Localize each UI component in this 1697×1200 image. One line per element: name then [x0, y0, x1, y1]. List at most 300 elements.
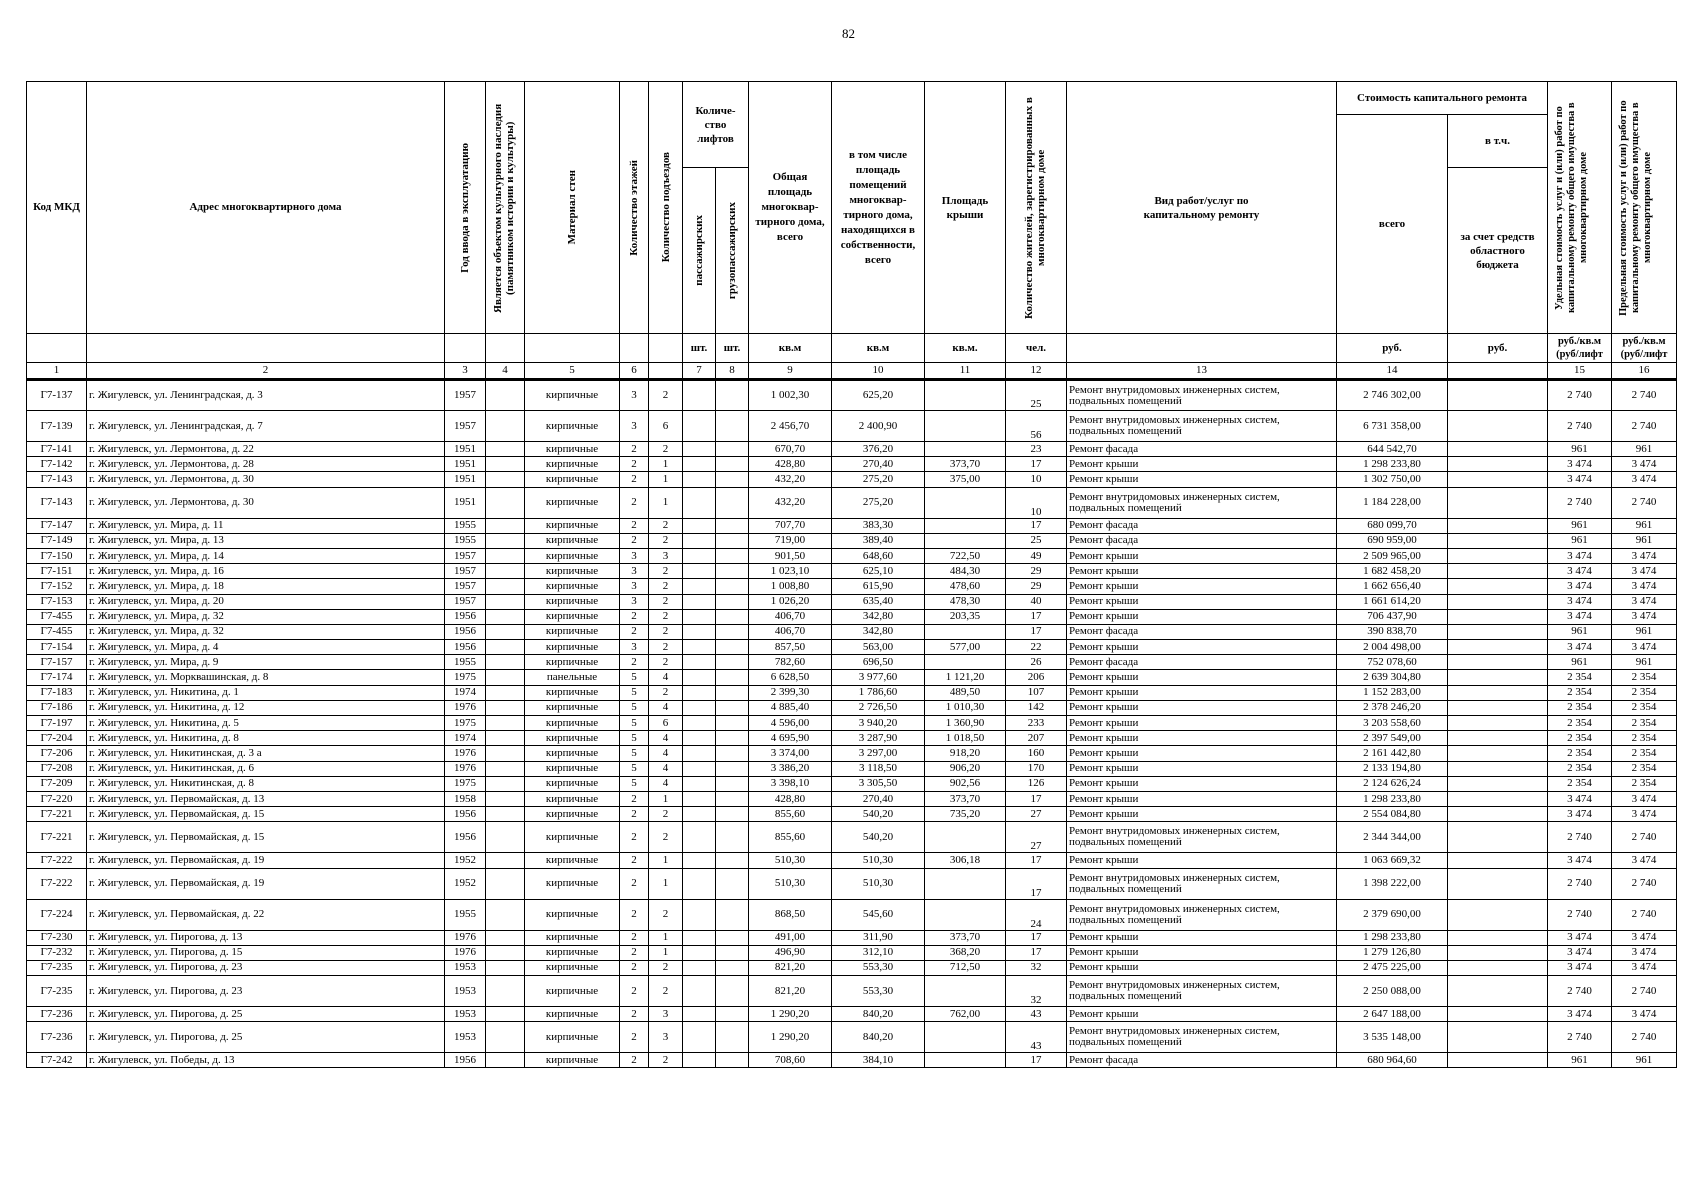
cell-lifts-pass: [683, 716, 716, 731]
table-row: [27, 1022, 1677, 1053]
cell-material: кирпичные: [525, 564, 620, 579]
cell-heritage: [486, 579, 525, 594]
cell-lifts-pass: [683, 853, 716, 868]
cell-residents: 32: [1006, 960, 1067, 975]
column-number: 4: [486, 363, 525, 380]
cell-unit-cost: 961: [1548, 442, 1612, 457]
cell-area-owned: 3 940,20: [832, 716, 925, 731]
cell-floors: 3: [620, 380, 649, 411]
cell-address: г. Жигулевск, ул. Первомайская, д. 13: [87, 791, 445, 806]
cell-lifts-cargo: [716, 442, 749, 457]
cell-code: Г7-222: [27, 868, 87, 899]
cell-area-owned: 553,30: [832, 960, 925, 975]
unit-sqm: кв.м: [832, 334, 925, 363]
cell-heritage: [486, 594, 525, 609]
cell-floors: 5: [620, 670, 649, 685]
cell-lifts-cargo: [716, 609, 749, 624]
cell-floors: 3: [620, 564, 649, 579]
cell-area-owned: 648,60: [832, 548, 925, 563]
cell-entrances: 2: [649, 594, 683, 609]
cell-roof-area: 306,18: [925, 853, 1006, 868]
cell-floors: 5: [620, 685, 649, 700]
cell-material: кирпичные: [525, 731, 620, 746]
cell-work-type: Ремонт внутридомовых инженерных систем, подвальных помещений: [1067, 487, 1337, 518]
unit-rub: руб.: [1448, 334, 1548, 363]
cell-material: кирпичные: [525, 655, 620, 670]
header-floors: Количество этажей: [620, 82, 649, 334]
cell-limit-cost: 3 474: [1612, 853, 1677, 868]
cell-code: Г7-236: [27, 1007, 87, 1022]
cell-cost-regional: [1448, 411, 1548, 442]
cell-cost-regional: [1448, 655, 1548, 670]
table-row: [27, 945, 1677, 960]
cell-limit-cost: 3 474: [1612, 564, 1677, 579]
table-row: [27, 960, 1677, 975]
cell-address: г. Жигулевск, ул. Морквашинская, д. 8: [87, 670, 445, 685]
cell-cost-total: 2 509 965,00: [1337, 548, 1448, 563]
header-cost-incl: в т.ч.: [1448, 115, 1548, 168]
cell-area-owned: 383,30: [832, 518, 925, 533]
unit-rate: руб./кв.м (руб/лифт: [1612, 334, 1677, 363]
cell-residents: 17: [1006, 518, 1067, 533]
cell-residents: 29: [1006, 579, 1067, 594]
column-number: 7: [683, 363, 716, 380]
cell-heritage: [486, 548, 525, 563]
cell-floors: 2: [620, 518, 649, 533]
table-row: [27, 716, 1677, 731]
cell-address: г. Жигулевск, ул. Лермонтова, д. 28: [87, 457, 445, 472]
cell-work-type: Ремонт крыши: [1067, 791, 1337, 806]
cell-material: кирпичные: [525, 1053, 620, 1068]
table-row: [27, 868, 1677, 899]
cell-lifts-pass: [683, 1053, 716, 1068]
cell-cost-total: 1 302 750,00: [1337, 472, 1448, 487]
cell-entrances: 2: [649, 822, 683, 853]
cell-limit-cost: 3 474: [1612, 807, 1677, 822]
cell-work-type: Ремонт крыши: [1067, 776, 1337, 791]
cell-code: Г7-222: [27, 853, 87, 868]
cell-residents: 56: [1006, 411, 1067, 442]
cell-code: Г7-197: [27, 716, 87, 731]
cell-roof-area: 712,50: [925, 960, 1006, 975]
cell-work-type: Ремонт крыши: [1067, 457, 1337, 472]
cell-lifts-cargo: [716, 930, 749, 945]
cell-unit-cost: 961: [1548, 655, 1612, 670]
cell-area-owned: 270,40: [832, 791, 925, 806]
cell-year: 1974: [445, 731, 486, 746]
cell-limit-cost: 961: [1612, 624, 1677, 639]
cell-entrances: 2: [649, 518, 683, 533]
cell-address: г. Жигулевск, ул. Мира, д. 4: [87, 640, 445, 655]
cell-unit-cost: 3 474: [1548, 945, 1612, 960]
cell-code: Г7-143: [27, 487, 87, 518]
cell-lifts-pass: [683, 731, 716, 746]
cell-material: кирпичные: [525, 442, 620, 457]
cell-lifts-cargo: [716, 899, 749, 930]
cell-cost-regional: [1448, 548, 1548, 563]
cell-material: кирпичные: [525, 945, 620, 960]
cell-address: г. Жигулевск, ул. Мира, д. 9: [87, 655, 445, 670]
cell-lifts-cargo: [716, 700, 749, 715]
cell-area-total: 1 026,20: [749, 594, 832, 609]
cell-floors: 2: [620, 822, 649, 853]
cell-residents: 29: [1006, 564, 1067, 579]
cell-code: Г7-224: [27, 899, 87, 930]
cell-entrances: 2: [649, 564, 683, 579]
cell-area-total: 6 628,50: [749, 670, 832, 685]
cell-entrances: 1: [649, 472, 683, 487]
header-lifts-pass: пассажирских: [683, 168, 716, 334]
cell-material: кирпичные: [525, 716, 620, 731]
cell-residents: 25: [1006, 533, 1067, 548]
cell-unit-cost: 2 354: [1548, 716, 1612, 731]
cell-heritage: [486, 776, 525, 791]
table-row: [27, 746, 1677, 761]
column-number: 9: [749, 363, 832, 380]
cell-floors: 2: [620, 457, 649, 472]
cell-cost-total: 2 250 088,00: [1337, 976, 1448, 1007]
cell-area-owned: 311,90: [832, 930, 925, 945]
cell-area-owned: 840,20: [832, 1007, 925, 1022]
cell-floors: 3: [620, 594, 649, 609]
cell-address: г. Жигулевск, ул. Пирогова, д. 23: [87, 976, 445, 1007]
cell-unit-cost: 2 740: [1548, 411, 1612, 442]
cell-lifts-pass: [683, 930, 716, 945]
cell-material: кирпичные: [525, 746, 620, 761]
cell-code: Г7-143: [27, 472, 87, 487]
cell-material: кирпичные: [525, 624, 620, 639]
cell-lifts-pass: [683, 791, 716, 806]
cell-cost-regional: [1448, 518, 1548, 533]
unit-cell: [1067, 334, 1337, 363]
cell-lifts-cargo: [716, 533, 749, 548]
cell-heritage: [486, 640, 525, 655]
cell-material: кирпичные: [525, 868, 620, 899]
cell-heritage: [486, 487, 525, 518]
header-address: Адрес многоквартирного дома: [87, 82, 445, 334]
cell-area-owned: 1 786,60: [832, 685, 925, 700]
cell-unit-cost: 3 474: [1548, 853, 1612, 868]
cell-roof-area: [925, 822, 1006, 853]
cell-limit-cost: 3 474: [1612, 945, 1677, 960]
cell-residents: 207: [1006, 731, 1067, 746]
cell-address: г. Жигулевск, ул. Победы, д. 13: [87, 1053, 445, 1068]
cell-lifts-pass: [683, 761, 716, 776]
cell-lifts-pass: [683, 1007, 716, 1022]
cell-lifts-cargo: [716, 655, 749, 670]
cell-limit-cost: 2 740: [1612, 487, 1677, 518]
cell-unit-cost: 3 474: [1548, 930, 1612, 945]
cell-area-owned: 635,40: [832, 594, 925, 609]
cell-year: 1957: [445, 411, 486, 442]
cell-cost-total: 1 063 669,32: [1337, 853, 1448, 868]
header-cost-group: Стоимость капитального ремонта: [1337, 82, 1548, 115]
cell-area-owned: 3 287,90: [832, 731, 925, 746]
unit-rate: руб./кв.м (руб/лифт: [1548, 334, 1612, 363]
cell-unit-cost: 3 474: [1548, 548, 1612, 563]
cell-address: г. Жигулевск, ул. Мира, д. 20: [87, 594, 445, 609]
cell-roof-area: [925, 533, 1006, 548]
cell-residents: 23: [1006, 442, 1067, 457]
cell-address: г. Жигулевск, ул. Лермонтова, д. 30: [87, 487, 445, 518]
cell-floors: 2: [620, 960, 649, 975]
cell-year: 1955: [445, 899, 486, 930]
cell-limit-cost: 3 474: [1612, 472, 1677, 487]
cell-cost-total: 1 279 126,80: [1337, 945, 1448, 960]
cell-entrances: 3: [649, 1007, 683, 1022]
cell-floors: 2: [620, 655, 649, 670]
cell-cost-total: 1 298 233,80: [1337, 930, 1448, 945]
cell-address: г. Жигулевск, ул. Мира, д. 14: [87, 548, 445, 563]
cell-cost-total: 1 184 228,00: [1337, 487, 1448, 518]
cell-lifts-pass: [683, 487, 716, 518]
cell-lifts-pass: [683, 899, 716, 930]
cell-address: г. Жигулевск, ул. Пирогова, д. 13: [87, 930, 445, 945]
cell-entrances: 1: [649, 930, 683, 945]
cell-heritage: [486, 853, 525, 868]
cell-area-total: 782,60: [749, 655, 832, 670]
cell-heritage: [486, 791, 525, 806]
cell-floors: 2: [620, 853, 649, 868]
header-cost-total: всего: [1337, 115, 1448, 334]
cell-cost-total: 390 838,70: [1337, 624, 1448, 639]
cell-residents: 17: [1006, 609, 1067, 624]
cell-unit-cost: 3 474: [1548, 457, 1612, 472]
cell-cost-total: 2 746 302,00: [1337, 380, 1448, 411]
cell-limit-cost: 2 740: [1612, 411, 1677, 442]
cell-lifts-cargo: [716, 594, 749, 609]
header-limit-cost: Предельная стоимость услуг и (или) работ по капитальному ремонту общего имущества в многоквартирном доме: [1612, 82, 1677, 334]
cell-residents: 27: [1006, 822, 1067, 853]
cell-limit-cost: 3 474: [1612, 1007, 1677, 1022]
table-row: [27, 853, 1677, 868]
cell-address: г. Жигулевск, ул. Пирогова, д. 25: [87, 1022, 445, 1053]
cell-floors: 2: [620, 1007, 649, 1022]
cell-cost-total: 1 661 614,20: [1337, 594, 1448, 609]
cell-area-owned: 2 726,50: [832, 700, 925, 715]
cell-area-owned: 270,40: [832, 457, 925, 472]
cell-cost-total: 690 959,00: [1337, 533, 1448, 548]
cell-heritage: [486, 624, 525, 639]
cell-residents: 107: [1006, 685, 1067, 700]
cell-lifts-pass: [683, 822, 716, 853]
cell-residents: 17: [1006, 930, 1067, 945]
cell-heritage: [486, 609, 525, 624]
cell-limit-cost: 961: [1612, 655, 1677, 670]
cell-work-type: Ремонт крыши: [1067, 761, 1337, 776]
cell-address: г. Жигулевск, ул. Ленинградская, д. 7: [87, 411, 445, 442]
unit-cell: [620, 334, 649, 363]
cell-entrances: 4: [649, 700, 683, 715]
cell-floors: 5: [620, 776, 649, 791]
cell-floors: 2: [620, 807, 649, 822]
cell-limit-cost: 3 474: [1612, 594, 1677, 609]
cell-cost-regional: [1448, 822, 1548, 853]
cell-area-total: 2 399,30: [749, 685, 832, 700]
cell-limit-cost: 3 474: [1612, 960, 1677, 975]
cell-work-type: Ремонт фасада: [1067, 624, 1337, 639]
cell-area-total: 855,60: [749, 807, 832, 822]
cell-lifts-cargo: [716, 945, 749, 960]
cell-roof-area: [925, 624, 1006, 639]
cell-work-type: Ремонт крыши: [1067, 731, 1337, 746]
cell-lifts-pass: [683, 594, 716, 609]
cell-cost-total: 2 378 246,20: [1337, 700, 1448, 715]
cell-limit-cost: 2 354: [1612, 776, 1677, 791]
cell-lifts-pass: [683, 457, 716, 472]
table-row: [27, 976, 1677, 1007]
cell-entrances: 2: [649, 442, 683, 457]
cell-year: 1958: [445, 791, 486, 806]
cell-area-total: 1 023,10: [749, 564, 832, 579]
cell-heritage: [486, 472, 525, 487]
cell-unit-cost: 3 474: [1548, 1007, 1612, 1022]
cell-cost-regional: [1448, 899, 1548, 930]
cell-floors: 2: [620, 487, 649, 518]
cell-lifts-pass: [683, 670, 716, 685]
cell-year: 1951: [445, 487, 486, 518]
cell-lifts-pass: [683, 442, 716, 457]
cell-code: Г7-232: [27, 945, 87, 960]
cell-code: Г7-174: [27, 670, 87, 685]
cell-work-type: Ремонт крыши: [1067, 716, 1337, 731]
cell-heritage: [486, 761, 525, 776]
cell-lifts-pass: [683, 548, 716, 563]
cell-area-owned: 840,20: [832, 1022, 925, 1053]
cell-cost-total: 680 099,70: [1337, 518, 1448, 533]
cell-address: г. Жигулевск, ул. Пирогова, д. 15: [87, 945, 445, 960]
cell-work-type: Ремонт фасада: [1067, 533, 1337, 548]
cell-floors: 5: [620, 746, 649, 761]
cell-work-type: Ремонт крыши: [1067, 670, 1337, 685]
header-year: Год ввода в эксплуатацию: [445, 82, 486, 334]
cell-material: кирпичные: [525, 487, 620, 518]
cell-area-owned: 275,20: [832, 472, 925, 487]
cell-unit-cost: 2 354: [1548, 776, 1612, 791]
unit-cell: [525, 334, 620, 363]
table-row: [27, 822, 1677, 853]
cell-year: 1953: [445, 960, 486, 975]
cell-area-total: 432,20: [749, 487, 832, 518]
cell-residents: 233: [1006, 716, 1067, 731]
cell-roof-area: 478,60: [925, 579, 1006, 594]
cell-lifts-cargo: [716, 685, 749, 700]
table-header: [27, 82, 1677, 380]
cell-unit-cost: 961: [1548, 1053, 1612, 1068]
cell-limit-cost: 3 474: [1612, 579, 1677, 594]
cell-heritage: [486, 655, 525, 670]
cell-area-total: 857,50: [749, 640, 832, 655]
cell-cost-total: 2 639 304,80: [1337, 670, 1448, 685]
unit-cell: [27, 334, 87, 363]
column-number: 6: [620, 363, 649, 380]
cell-heritage: [486, 960, 525, 975]
cell-limit-cost: 961: [1612, 442, 1677, 457]
cell-work-type: Ремонт крыши: [1067, 548, 1337, 563]
column-number: [1448, 363, 1548, 380]
cell-year: 1957: [445, 594, 486, 609]
cell-unit-cost: 3 474: [1548, 807, 1612, 822]
cell-lifts-cargo: [716, 472, 749, 487]
header-roof-area: Площадь крыши: [925, 82, 1006, 334]
cell-code: Г7-149: [27, 533, 87, 548]
column-number: 13: [1067, 363, 1337, 380]
cell-code: Г7-230: [27, 930, 87, 945]
cell-heritage: [486, 746, 525, 761]
cell-code: Г7-208: [27, 761, 87, 776]
cell-limit-cost: 2 740: [1612, 976, 1677, 1007]
cell-unit-cost: 961: [1548, 624, 1612, 639]
cell-residents: 17: [1006, 624, 1067, 639]
cell-lifts-cargo: [716, 579, 749, 594]
cell-roof-area: 906,20: [925, 761, 1006, 776]
cell-entrances: 6: [649, 716, 683, 731]
cell-unit-cost: 2 354: [1548, 685, 1612, 700]
cell-floors: 2: [620, 930, 649, 945]
cell-residents: 49: [1006, 548, 1067, 563]
table-row: [27, 731, 1677, 746]
cell-cost-regional: [1448, 960, 1548, 975]
header-area-total: Общая площадь многоквар-тирного дома, всего: [749, 82, 832, 334]
cell-entrances: 2: [649, 533, 683, 548]
cell-unit-cost: 2 740: [1548, 868, 1612, 899]
cell-work-type: Ремонт фасада: [1067, 655, 1337, 670]
cell-heritage: [486, 564, 525, 579]
cell-year: 1955: [445, 655, 486, 670]
cell-lifts-cargo: [716, 960, 749, 975]
cell-limit-cost: 2 740: [1612, 1022, 1677, 1053]
cell-lifts-pass: [683, 609, 716, 624]
cell-year: 1975: [445, 670, 486, 685]
cell-lifts-cargo: [716, 807, 749, 822]
unit-cell: [87, 334, 445, 363]
cell-area-owned: 553,30: [832, 976, 925, 1007]
cell-heritage: [486, 411, 525, 442]
cell-lifts-pass: [683, 807, 716, 822]
cell-heritage: [486, 731, 525, 746]
cell-lifts-pass: [683, 579, 716, 594]
cell-entrances: 2: [649, 609, 683, 624]
cell-area-total: 491,00: [749, 930, 832, 945]
cell-roof-area: 918,20: [925, 746, 1006, 761]
cell-roof-area: [925, 976, 1006, 1007]
table-row: [27, 457, 1677, 472]
cell-work-type: Ремонт внутридомовых инженерных систем, подвальных помещений: [1067, 380, 1337, 411]
cell-address: г. Жигулевск, ул. Мира, д. 13: [87, 533, 445, 548]
cell-limit-cost: 3 474: [1612, 609, 1677, 624]
cell-address: г. Жигулевск, ул. Мира, д. 32: [87, 609, 445, 624]
cell-residents: 27: [1006, 807, 1067, 822]
cell-roof-area: 373,70: [925, 791, 1006, 806]
capital-repair-table: [26, 81, 1677, 1068]
cell-lifts-cargo: [716, 716, 749, 731]
cell-floors: 5: [620, 700, 649, 715]
cell-roof-area: [925, 487, 1006, 518]
cell-year: 1975: [445, 776, 486, 791]
cell-area-total: 855,60: [749, 822, 832, 853]
cell-material: кирпичные: [525, 776, 620, 791]
cell-material: кирпичные: [525, 579, 620, 594]
cell-heritage: [486, 807, 525, 822]
table-row: [27, 761, 1677, 776]
cell-cost-regional: [1448, 945, 1548, 960]
cell-code: Г7-209: [27, 776, 87, 791]
cell-area-owned: 342,80: [832, 609, 925, 624]
cell-residents: 17: [1006, 791, 1067, 806]
cell-floors: 5: [620, 731, 649, 746]
cell-area-owned: 625,20: [832, 380, 925, 411]
cell-cost-regional: [1448, 1053, 1548, 1068]
